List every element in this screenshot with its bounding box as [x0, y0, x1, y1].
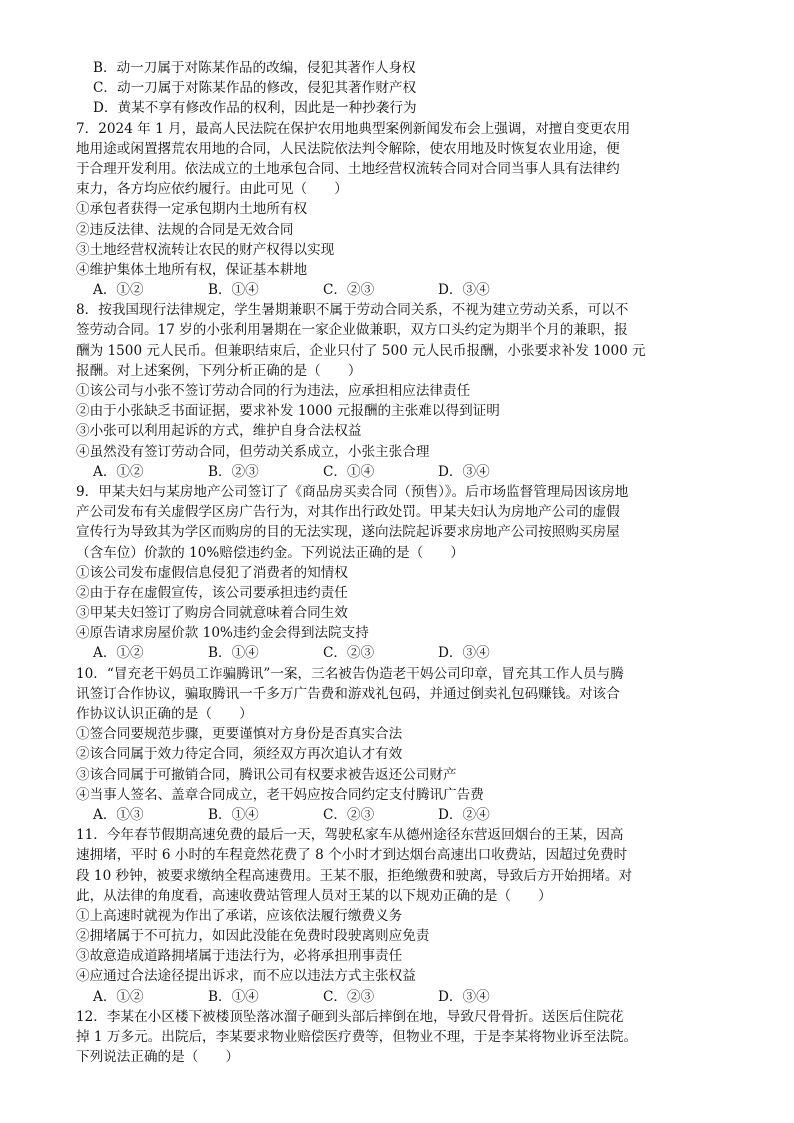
q7-statement: ①承包者获得一定承包期内土地所有权 [76, 201, 308, 218]
q8-stem-line: 酬为 1500 元人民币。但兼职结束后，企业只付了 500 元人民币报酬，小张要求补发 1000 元 [76, 342, 646, 359]
q7-choices [76, 280, 726, 300]
q11-stem-line: 11．今年春节假期高速免费的最后一天，驾驶私家车从德州途径东营返回烟台的王某，因高 [76, 827, 624, 844]
q12-stem-line: 掉 1 万多元。出院后，李某要求物业赔偿医疗费等，但物业不理，于是李某将物业诉至法院。 [76, 1029, 638, 1045]
q8-choice-d[interactable]: D．③④ [438, 463, 490, 480]
q10-choices [76, 805, 726, 825]
q7-statement: ③土地经营权流转让农民的财产权得以实现 [76, 241, 335, 258]
q8-stem-line: 报酬。对上述案例，下列分析正确的是（ ） [76, 362, 362, 379]
q11-statement: ③故意造成道路拥堵属于违法行为，必将承担刑事责任 [76, 948, 403, 965]
question-6-options [76, 58, 726, 119]
q10-statement: ③该合同属于可撤销合同，腾讯公司有权要求被告返还公司财产 [76, 766, 457, 783]
q9-choices [76, 643, 726, 663]
q9-stem-line: 宣传行为导致其为学区而购房的目的无法实现，遂向法院起诉要求房地产公司按照购买房屋 [76, 524, 620, 541]
q7-choice-c[interactable]: C．②③ [323, 282, 375, 299]
q7-stem-line: 于合理开发利用。依法成立的土地承包合同、土地经营权流转合同对合同当事人具有法律约 [76, 160, 620, 177]
q10-stem-line: 讯签订合作协议，骗取腾讯一千多万广告费和游戏礼包码，并通过倒卖礼包码赚钱。对该合 [76, 685, 620, 702]
q10-statement: ④当事人签名、盖章合同成立，老干妈应按合同约定支付腾讯广告费 [76, 786, 484, 803]
q10-choice-d[interactable]: D．②④ [438, 806, 490, 823]
q9-stem-line: 9．甲某夫妇与某房地产公司签订了《商品房买卖合同（预售）》。后市场监督管理局因该房地 [76, 483, 629, 500]
q12-stem-line: 12．李某在小区楼下被楼顶坠落冰溜子砸到头部后摔倒在地，导致尺骨骨折。送医后住院花 [76, 1008, 624, 1025]
q8-stem-line: 8．按我国现行法律规定，学生暑期兼职不属于劳动合同关系，不视为建立劳动关系，可以不 [76, 302, 629, 319]
q7-stem-line: 地用途或闲置撂荒农用地的合同，人民法院依法判令解除，使农用地及时恢复农业用途，便 [76, 140, 620, 157]
q8-statement: ②由于小张缺乏书面证据，要求补发 1000 元报酬的主张难以得到证明 [76, 403, 500, 420]
q7-choice-a[interactable]: A．①② [93, 282, 144, 299]
q10-choice-c[interactable]: C．②③ [323, 806, 375, 823]
q7-stem-line: 束力，各方均应依约履行。由此可见（ ） [76, 181, 348, 198]
q11-choice-d[interactable]: D．③④ [438, 988, 490, 1005]
q11-statement: ②拥堵属于不可抗力，如因此没能在免费时段驶离则应免责 [76, 928, 430, 945]
q11-choices [76, 987, 726, 1007]
question-10 [76, 664, 726, 826]
q9-choice-d[interactable]: D．③④ [438, 645, 490, 662]
q9-choice-a[interactable]: A．①② [93, 645, 144, 662]
q11-choice-a[interactable]: A．①② [93, 988, 144, 1005]
q11-stem-line: 段 10 秒钟，被要求缴纳全程高速费用。王某不服，拒绝缴费和驶离，导致后方开始拥堵。对 [76, 867, 633, 884]
q9-statement: ③甲某夫妇签订了购房合同就意味着合同生效 [76, 605, 348, 622]
q8-statement: ④虽然没有签订劳动合同，但劳动关系成立，小张主张合理 [76, 443, 430, 460]
q8-choice-b[interactable]: B．②③ [208, 463, 259, 480]
q9-stem-line: （含车位）价款的 10%赔偿违约金。下列说法正确的是（ ） [76, 544, 464, 561]
question-11 [76, 825, 726, 1007]
q7-stem-line: 7．2024 年 1 月，最高人民法院在保护农用地典型案例新闻发布会上强调，对擅自变更农用 [76, 120, 631, 137]
q11-stem-line: 此，从法律的角度看，高速收费站管理人员对王某的以下规劝正确的是（ ） [76, 887, 552, 904]
question-12 [76, 1007, 726, 1068]
q9-statement: ④原告请求房屋价款 10%违约金会得到法院支持 [76, 625, 369, 642]
q8-stem-line: 签劳动合同。17 岁的小张利用暑期在一家企业做兼职，双方口头约定为期半个月的兼职，报 [76, 322, 628, 339]
q7-choice-b[interactable]: B．①④ [208, 282, 259, 299]
q9-stem-line: 产公司发布有关虚假学区房广告行为，对其作出行政处罚。甲某夫妇认为房地产公司的虚假 [76, 504, 620, 521]
q11-choice-c[interactable]: C．②③ [323, 988, 375, 1005]
q8-choices [76, 462, 726, 482]
q10-statement: ②该合同属于效力待定合同，须经双方再次追认才有效 [76, 746, 403, 763]
q7-choice-d[interactable]: D．③④ [438, 282, 490, 299]
question-7 [76, 119, 726, 301]
q11-statement: ④应通过合法途径提出诉求，而不应以违法方式主张权益 [76, 968, 416, 985]
q6-option-b: B．动一刀属于对陈某作品的改编，侵犯其著作人身权 [93, 60, 416, 76]
q7-statement: ④维护集体土地所有权，保证基本耕地 [76, 261, 308, 278]
q6-option-d: D．黄某不享有修改作品的权利，因此是一种抄袭行为 [93, 100, 417, 117]
q9-choice-c[interactable]: C．②③ [323, 645, 375, 662]
q6-option-c: C．动一刀属于对陈某作品的修改，侵犯其著作财产权 [93, 80, 417, 97]
q8-statement: ①该公司与小张不签订劳动合同的行为违法，应承担相应法律责任 [76, 383, 471, 399]
q10-stem-line: 10．“冒充老干妈员工诈骗腾讯”一案，三名被告伪造老干妈公司印章，冒充其工作人员与腾 [76, 665, 624, 682]
q9-choice-b[interactable]: B．①④ [208, 645, 259, 662]
q10-statement: ①签合同要规范步骤，更要谨慎对方身份是否真实合法 [76, 726, 403, 743]
q10-stem-line: 作协议认识正确的是（ ） [76, 706, 253, 722]
q11-statement: ①上高速时就视为作出了承诺，应该依法履行缴费义务 [76, 907, 403, 924]
exam-page [76, 58, 726, 1067]
q10-choice-b[interactable]: B．①④ [208, 806, 259, 823]
q8-choice-c[interactable]: C．①④ [323, 463, 375, 480]
q9-statement: ②由于存在虚假宣传，该公司要承担违约责任 [76, 584, 348, 601]
q8-choice-a[interactable]: A．①② [93, 463, 144, 480]
q8-statement: ③小张可以利用起诉的方式，维护自身合法权益 [76, 423, 362, 440]
q10-choice-a[interactable]: A．①③ [93, 806, 144, 823]
q9-statement: ①该公司发布虚假信息侵犯了消费者的知情权 [76, 564, 348, 581]
q11-stem-line: 速拥堵，平时 6 小时的车程竟然花费了 8 个小时才到达烟台高速出口收费站，因超过免费时 [76, 847, 628, 864]
q12-stem-line: 下列说法正确的是（ ） [76, 1049, 240, 1066]
q7-statement: ②违反法律、法规的合同是无效合同 [76, 221, 294, 238]
question-9 [76, 482, 726, 664]
q11-choice-b[interactable]: B．①④ [208, 988, 259, 1005]
question-8 [76, 300, 726, 482]
